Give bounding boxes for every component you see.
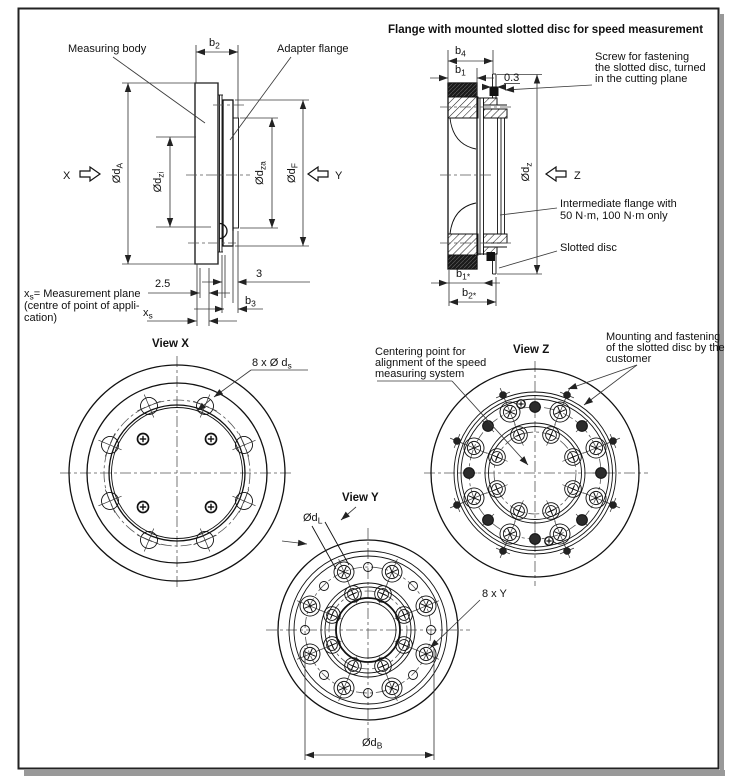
dim-b1star-label: $b_{1*}$ bbox=[456, 268, 471, 282]
dim-3-label: 3 bbox=[256, 268, 263, 280]
view-z-title: View Z bbox=[513, 344, 550, 356]
dim-b1-label: $b_1$ bbox=[455, 64, 466, 78]
svg-text:customer: customer bbox=[606, 353, 652, 365]
dim-2-5-label: 2.5 bbox=[155, 278, 171, 290]
dim-b2-label: $b_2$ bbox=[209, 37, 220, 51]
adapter-flange-label: Adapter flange bbox=[277, 43, 349, 55]
dim-dz-label: $Ød_z$ bbox=[520, 162, 534, 182]
view-y-title: View Y bbox=[342, 492, 379, 504]
svg-text:the slotted disc, turned: the slotted disc, turned bbox=[595, 62, 706, 74]
svg-text:Intermediate flange with: Intermediate flange with bbox=[560, 198, 677, 210]
svg-text:Mounting and fastening: Mounting and fastening bbox=[606, 331, 721, 343]
frame-shadow-bottom bbox=[24, 770, 725, 776]
centering-point-mark-top bbox=[517, 400, 525, 408]
dim-b4-label: $b_4$ bbox=[455, 45, 466, 59]
view-direction-y-label: Y bbox=[335, 170, 343, 182]
dim-dA-label: $Ød_A$ bbox=[111, 162, 125, 184]
fastening-screw-bottom bbox=[487, 252, 496, 261]
svg-text:of the slotted disc by the: of the slotted disc by the bbox=[606, 342, 725, 354]
svg-text:xs= Measurement plane: $x_s=$ Measurement plane bbox=[24, 288, 141, 302]
view-direction-x-label: X bbox=[63, 170, 71, 182]
svg-text:alignment of the speed: alignment of the speed bbox=[375, 357, 487, 369]
view-x-bolt-label: 8 x Ø $d_s$ bbox=[252, 357, 292, 371]
dim-dza-label: $Ød_{za}$ bbox=[254, 161, 268, 185]
svg-text:50 N·m, 100 N·m only: 50 N·m, 100 N·m only bbox=[560, 210, 668, 222]
measuring-body-label: Measuring body bbox=[68, 43, 147, 55]
view-y-bolt-label: 8 x Y bbox=[482, 588, 507, 600]
dim-dB-label: $Ød_B$ bbox=[362, 737, 383, 751]
fastening-screw-top bbox=[490, 87, 499, 97]
dim-b3-label: $b_3$ bbox=[245, 295, 256, 309]
dim-0-3-label: 0.3 bbox=[504, 72, 520, 84]
view-direction-z-label: Z bbox=[574, 170, 581, 182]
intermediate-flange-note bbox=[560, 198, 677, 222]
svg-text:in the cutting plane: in the cutting plane bbox=[595, 73, 688, 85]
svg-text:Centering point for: Centering point for bbox=[375, 346, 466, 358]
dim-dF-label: $Ød_F$ bbox=[286, 163, 300, 183]
svg-text:measuring system: measuring system bbox=[375, 368, 465, 380]
dim-b2star-label: $b_{2*}$ bbox=[462, 287, 477, 301]
centering-point-mark-bottom bbox=[545, 537, 553, 545]
view-x-title: View X bbox=[152, 338, 189, 350]
dim-dzi-label: $Ød_{zi}$ bbox=[152, 171, 166, 193]
drawing-title: Flange with mounted slotted disc for speed measurement bbox=[388, 24, 704, 36]
frame-shadow-right bbox=[720, 14, 724, 772]
svg-text:Screw for fastening: Screw for fastening bbox=[595, 51, 690, 63]
slotted-disc-label: Slotted disc bbox=[560, 242, 617, 254]
dim-xs-label: $x_s$ bbox=[143, 307, 153, 321]
svg-text:cation): cation) bbox=[24, 312, 58, 324]
dim-dL-label: $Ød_L$ bbox=[303, 512, 323, 526]
svg-text:(centre of point of appli-: (centre of point of appli- bbox=[24, 300, 140, 312]
